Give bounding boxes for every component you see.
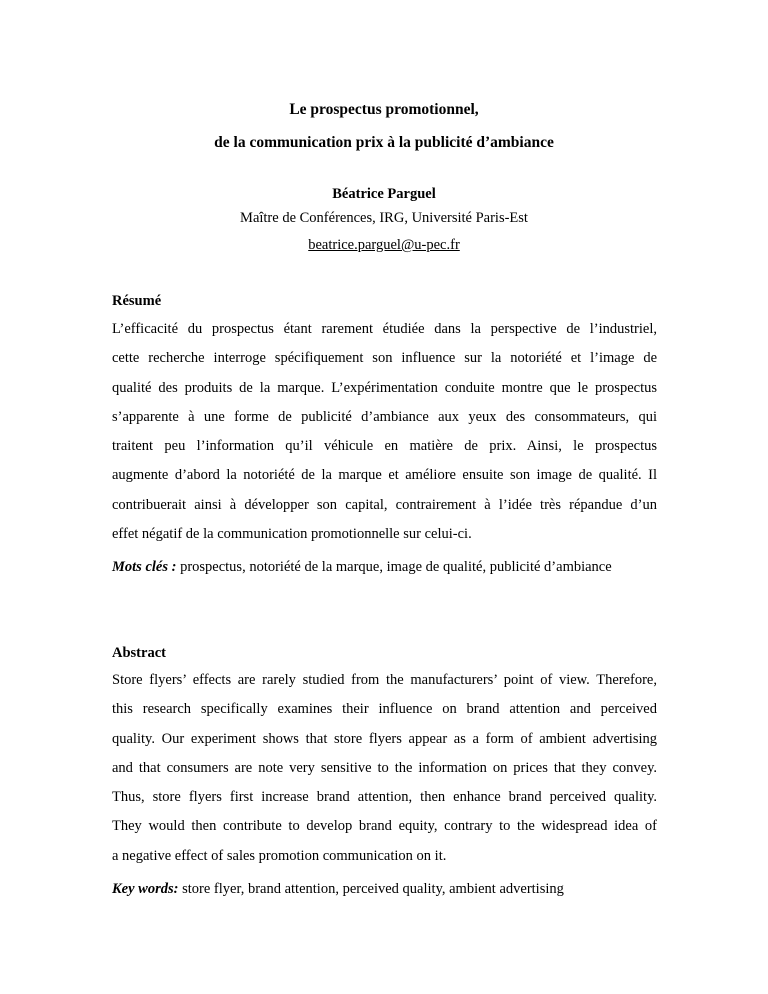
abstract-line: this research specifically examines their influence on brand attention and perceived bbox=[112, 701, 657, 718]
mots-cles-text: prospectus, notoriété de la marque, image de qualité, publicité d’ambiance bbox=[176, 559, 612, 575]
author-name: Béatrice Parguel bbox=[332, 186, 436, 202]
resume-paragraph bbox=[112, 315, 657, 549]
key-words bbox=[112, 880, 672, 898]
abstract-line: quality. Our experiment shows that store flyers appear as a form of ambient advertising bbox=[112, 730, 657, 747]
resume-line: qualité des produits de la marque. L’expérimentation conduite montre que le prospectus bbox=[112, 379, 657, 396]
abstract-line: Thus, store flyers first increase brand attention, then enhance brand perceived quality. bbox=[112, 789, 657, 806]
abstract-heading: Abstract bbox=[112, 645, 166, 661]
key-words-text: store flyer, brand attention, perceived quality, ambient advertising bbox=[178, 881, 564, 897]
abstract-line: a negative effect of sales promotion communication on it. bbox=[112, 847, 447, 864]
author-email-wrapper bbox=[0, 236, 768, 254]
author-affiliation: Maître de Conférences, IRG, Université Paris-Est bbox=[240, 210, 528, 226]
abstract-line: Store flyers’ effects are rarely studied from the manufacturers’ point of view. Therefore, bbox=[112, 672, 657, 688]
key-words-label: Key words: bbox=[112, 881, 179, 897]
abstract-paragraph bbox=[112, 666, 657, 871]
resume-line: L’efficacité du prospectus étant rarement étudiée dans la perspective de l’industriel, bbox=[112, 321, 657, 337]
resume-line: effet négatif de la communication promotionnelle sur celui-ci. bbox=[112, 526, 472, 543]
resume-heading: Résumé bbox=[112, 293, 162, 309]
title-line-1: Le prospectus promotionnel, bbox=[289, 101, 479, 118]
mots-cles bbox=[112, 558, 672, 576]
resume-line: s’apparente à une forme de publicité d’ambiance aux yeux des consommateurs, qui bbox=[112, 408, 657, 425]
abstract-line: and that consumers are note very sensitive to the information on prices that they convey. bbox=[112, 759, 657, 776]
mots-cles-label: Mots clés : bbox=[112, 559, 177, 575]
author-email-link[interactable]: beatrice.parguel@u-pec.fr bbox=[308, 237, 460, 253]
resume-line: augmente d’abord la notoriété de la marque et améliore ensuite son image de qualité. Il bbox=[112, 467, 657, 484]
title-line-2: de la communication prix à la publicité d’ambiance bbox=[214, 134, 554, 151]
resume-line: cette recherche interroge spécifiquement son influence sur la notoriété et l’image de bbox=[112, 350, 657, 367]
abstract-line: They would then contribute to develop brand equity, contrary to the widespread idea of bbox=[112, 818, 657, 835]
resume-line: traitent peu l’information qu’il véhicule en matière de prix. Ainsi, le prospectus bbox=[112, 438, 657, 455]
resume-line: contribuerait ainsi à développer son capital, contrairement à l’idée très répandue d’un bbox=[112, 496, 657, 513]
